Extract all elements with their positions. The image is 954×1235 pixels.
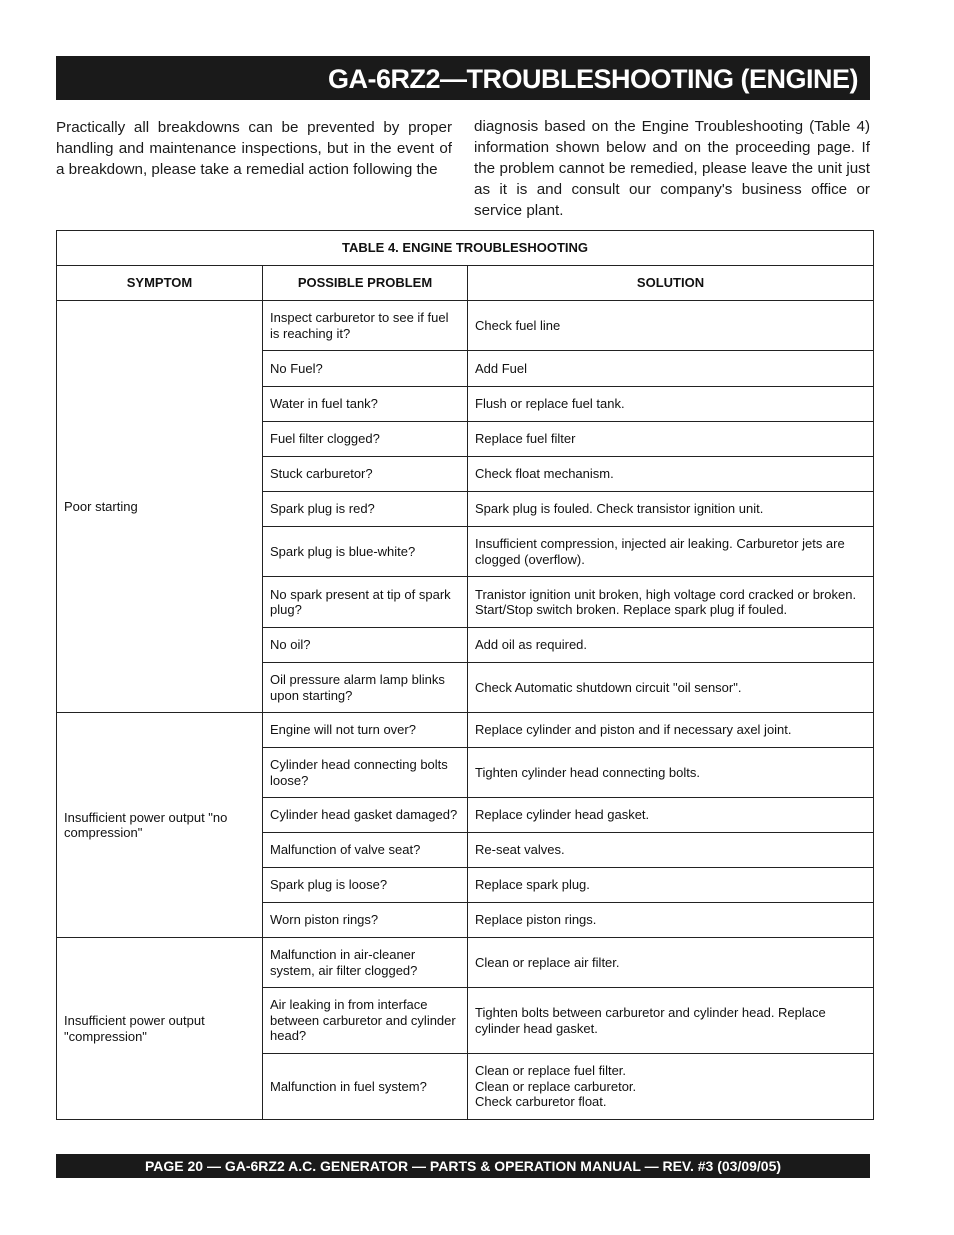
problem-cell: Engine will not turn over? [263,713,468,748]
table-body [57,301,874,1120]
symptom-cell: Poor starting [57,301,263,713]
solution-line: Clean or replace carburetor. [475,1078,637,1094]
column-header-symptom: SYMPTOM [57,266,263,301]
problem-cell: Malfunction in fuel system? [263,1054,468,1120]
column-header-solution: SOLUTION [468,266,874,301]
solution-cell [468,748,874,798]
solution-cell [468,628,874,663]
solution-line: Check float mechanism. [475,466,614,482]
solution-cell [468,577,874,628]
solution-line: Check carburetor float. [475,1094,607,1110]
solution-line: Replace piston rings. [475,912,597,928]
solution-line: Check Automatic shutdown circuit "oil sensor". [475,679,742,695]
solution-line: Tighten cylinder head connecting bolts. [475,764,700,780]
solution-line: Re-seat valves. [475,842,565,858]
problem-cell: Malfunction of valve seat? [263,833,468,868]
problem-cell: Cylinder head gasket damaged? [263,798,468,833]
table-row [57,301,874,351]
problem-cell: Malfunction in air-cleaner system, air filter clogged? [263,938,468,988]
intro-paragraph-left: Practically all breakdowns can be prevented by proper handling and maintenance inspections, but in the event of a breakdown, please take a remedial action following the [56,119,452,178]
page-footer: PAGE 20 — GA-6RZ2 A.C. GENERATOR — PARTS & OPERATION MANUAL — REV. #3 (03/09/05) [56,1154,870,1178]
solution-line: Add Fuel [475,360,528,376]
problem-cell: Fuel filter clogged? [263,422,468,457]
problem-cell: Cylinder head connecting bolts loose? [263,748,468,798]
symptom-cell: Insufficient power output "compression" [57,938,263,1120]
solution-cell [468,663,874,713]
table-row [57,713,874,748]
solution-line: Add oil as required. [475,637,588,653]
solution-line: Tranistor ignition unit broken, high voltage cord cracked or broken. Start/Stop switch broken. Replace spark plug if fouled. [475,586,857,617]
solution-cell [468,457,874,492]
problem-cell: Oil pressure alarm lamp blinks upon starting? [263,663,468,713]
solution-cell [468,988,874,1054]
solution-line: Insufficient compression, injected air leaking. Carburetor jets are clogged (overflow). [475,536,845,567]
solution-cell [468,492,874,527]
solution-line: Spark plug is fouled. Check transistor ignition unit. [475,501,764,517]
problem-cell: Worn piston rings? [263,903,468,938]
solution-line: Tighten bolts between carburetor and cylinder head. Replace cylinder head gasket. [475,1005,826,1036]
engine-troubleshooting-table [56,230,874,1120]
intro-paragraph-right: diagnosis based on the Engine Troubleshooting (Table 4) information shown below and on the proceeding page. If the problem cannot be remedied, please leave the unit just as it is and consult our company's business office or service plant. [474,118,870,219]
solution-cell [468,713,874,748]
column-header-possible-problem: POSSIBLE PROBLEM [263,266,468,301]
solution-line: Flush or replace fuel tank. [475,396,625,412]
solution-cell [468,301,874,351]
problem-cell: Air leaking in from interface between carburetor and cylinder head? [263,988,468,1054]
page-title: GA-6RZ2—TROUBLESHOOTING (ENGINE) [56,56,870,100]
solution-cell [468,387,874,422]
solution-line: Replace cylinder head gasket. [475,807,650,823]
problem-cell: Spark plug is loose? [263,868,468,903]
solution-line: Replace fuel filter [475,431,576,447]
problem-cell: Spark plug is blue-white? [263,527,468,577]
problem-cell: No oil? [263,628,468,663]
solution-cell [468,1054,874,1120]
problem-cell: No spark present at tip of spark plug? [263,577,468,628]
solution-line: Clean or replace fuel filter. [475,1063,627,1079]
solution-cell [468,351,874,387]
table-caption: TABLE 4. ENGINE TROUBLESHOOTING [57,231,874,266]
solution-cell [468,938,874,988]
solution-cell [468,868,874,903]
problem-cell: Stuck carburetor? [263,457,468,492]
solution-line: Clean or replace air filter. [475,954,620,970]
problem-cell: Water in fuel tank? [263,387,468,422]
solution-line: Replace spark plug. [475,877,590,893]
problem-cell: No Fuel? [263,351,468,387]
solution-cell [468,833,874,868]
symptom-cell: Insufficient power output "no compression" [57,713,263,938]
solution-cell [468,798,874,833]
solution-line: Check fuel line [475,317,561,333]
problem-cell: Spark plug is red? [263,492,468,527]
table-row [57,938,874,988]
problem-cell: Inspect carburetor to see if fuel is reaching it? [263,301,468,351]
solution-cell [468,527,874,577]
solution-cell [468,903,874,938]
solution-cell [468,422,874,457]
solution-line: Replace cylinder and piston and if necessary axel joint. [475,722,792,738]
